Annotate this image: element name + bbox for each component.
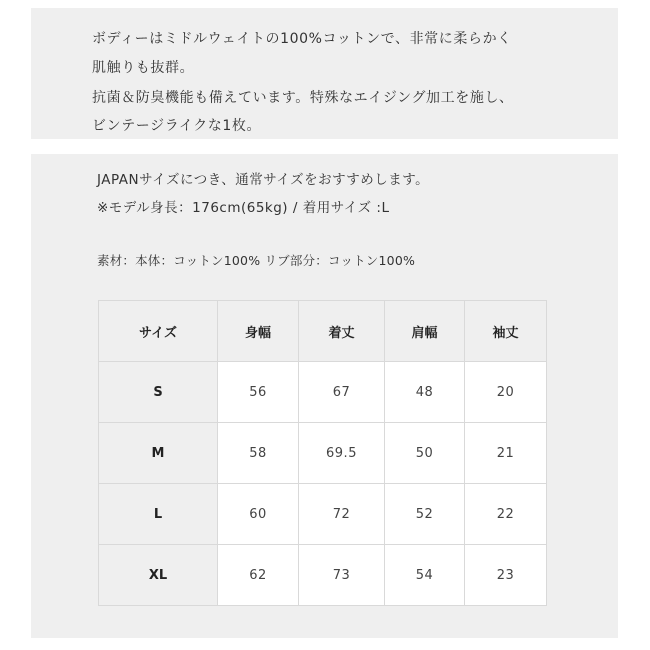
header-body-width: 身幅: [218, 301, 299, 362]
table-cell: 21: [465, 423, 547, 484]
table-row: [99, 423, 547, 484]
header-sleeve-length: 袖丈: [465, 301, 547, 362]
table-row: [99, 362, 547, 423]
size-label: M: [99, 423, 218, 484]
size-table: [98, 300, 547, 606]
description-line: ボディーはミドルウェイトの100%コットンで、非常に柔らかく: [92, 31, 512, 47]
size-note-line: JAPANサイズにつき、通常サイズをおすすめします。: [97, 172, 430, 188]
table-cell: 23: [465, 545, 547, 606]
header-length: 着丈: [299, 301, 385, 362]
table-cell: 50: [385, 423, 465, 484]
table-cell: 56: [218, 362, 299, 423]
table-row: [99, 484, 547, 545]
header-size: サイズ: [99, 301, 218, 362]
table-cell: 54: [385, 545, 465, 606]
table-header-row: [99, 301, 547, 362]
table-cell: 69.5: [299, 423, 385, 484]
table-cell: 22: [465, 484, 547, 545]
model-info-line: ※モデル身長：176cm(65kg) / 着用サイズ :L: [97, 200, 390, 216]
table-cell: 60: [218, 484, 299, 545]
description-line: 肌触りも抜群。: [92, 60, 195, 76]
description-line: 抗菌＆防臭機能も備えています。特殊なエイジング加工を施し、: [92, 90, 514, 106]
size-info-panel: [31, 154, 618, 638]
table-cell: 52: [385, 484, 465, 545]
table-cell: 73: [299, 545, 385, 606]
table-cell: 62: [218, 545, 299, 606]
material-line: 素材：本体：コットン100% リブ部分：コットン100%: [97, 253, 416, 268]
table-cell: 72: [299, 484, 385, 545]
description-panel: [31, 8, 618, 139]
size-label: S: [99, 362, 218, 423]
table-cell: 20: [465, 362, 547, 423]
table-row: [99, 545, 547, 606]
description-line: ビンテージライクな1枚。: [92, 118, 262, 134]
size-label: XL: [99, 545, 218, 606]
table-cell: 67: [299, 362, 385, 423]
table-cell: 58: [218, 423, 299, 484]
header-shoulder-width: 肩幅: [385, 301, 465, 362]
table-cell: 48: [385, 362, 465, 423]
size-label: L: [99, 484, 218, 545]
